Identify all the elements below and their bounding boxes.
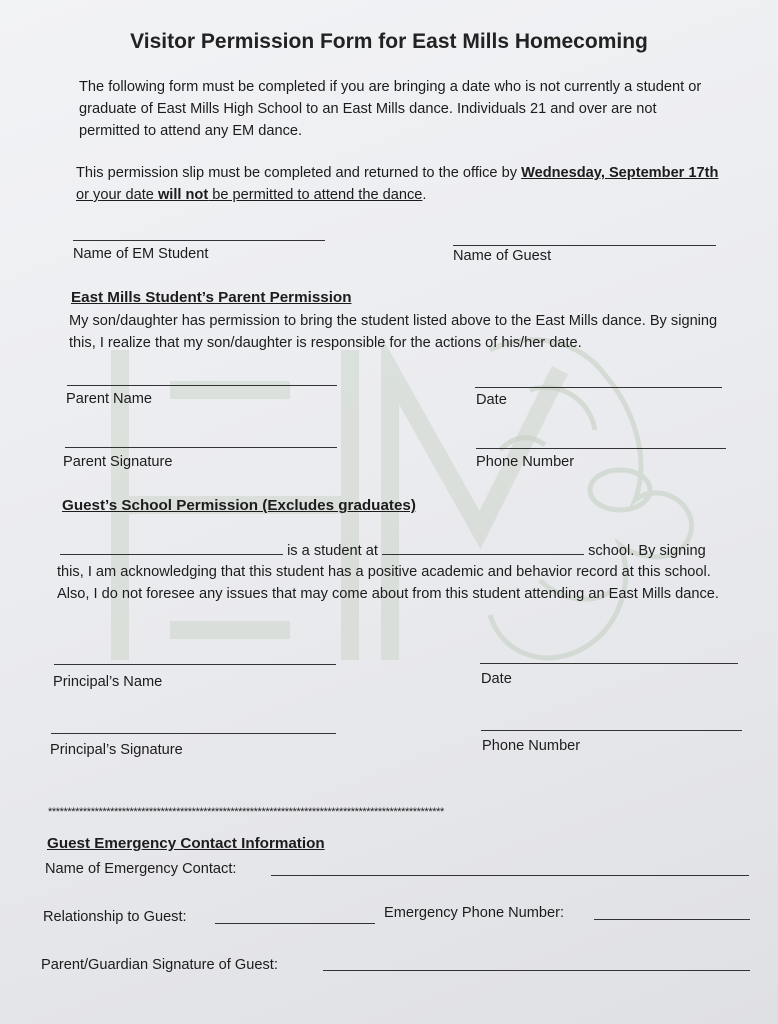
principal-date-line[interactable] <box>480 663 738 664</box>
guardian-signature-label: Parent/Guardian Signature of Guest: <box>41 957 278 973</box>
guest-name-line[interactable] <box>453 245 716 246</box>
deadline-paragraph <box>76 162 726 206</box>
intro-paragraph: The following form must be completed if you are bringing a date who is not currently a student or graduate of East Mills High School to an East Mills dance. Individuals 21 and over are not permitted to attend any EM dance. <box>79 79 702 139</box>
student-name-line[interactable] <box>73 240 325 241</box>
deadline-text-2: or your date <box>76 187 158 203</box>
principal-name-label: Principal’s Name <box>53 674 163 690</box>
principal-date-label: Date <box>481 671 512 687</box>
principal-name-line[interactable] <box>54 664 336 665</box>
deadline-date: Wednesday, September 17th <box>521 165 719 181</box>
guardian-signature-line[interactable] <box>323 970 750 971</box>
parent-name-line[interactable] <box>67 385 337 386</box>
principal-signature-line[interactable] <box>51 733 336 734</box>
school-by-signing-text: school. By signing <box>588 543 706 559</box>
page-title: Visitor Permission Form for East Mills Homecoming <box>130 30 648 53</box>
school-permission-text: this, I am acknowledging that this student has a positive academic and behavior record at this school. Also, I do not foresee any issues that may come about from this student attending an East Mills dance. <box>57 564 719 602</box>
parent-permission-text: My son/daughter has permission to bring the student listed above to the East Mills dance. By signing this, I realize that my son/daughter is responsible for the actions of his/her date. <box>69 313 718 351</box>
student-name-label: Name of EM Student <box>73 246 209 262</box>
parent-section-heading: East Mills Student’s Parent Permission <box>71 289 352 306</box>
principal-phone-label: Phone Number <box>482 738 581 754</box>
guest-school-name-blank[interactable] <box>382 540 584 555</box>
deadline-text-3: be permitted to attend the dance <box>208 187 423 203</box>
parent-phone-line[interactable] <box>476 448 726 449</box>
emergency-contact-name-line[interactable] <box>271 875 749 876</box>
deadline-will-not: will not <box>157 187 209 203</box>
deadline-text-1: This permission slip must be completed and returned to the office by <box>76 165 522 181</box>
emergency-section-heading: Guest Emergency Contact Information <box>47 835 325 852</box>
parent-date-label: Date <box>476 392 507 408</box>
parent-name-label: Parent Name <box>66 391 152 407</box>
relationship-label: Relationship to Guest: <box>43 909 187 925</box>
parent-date-line[interactable] <box>475 387 722 388</box>
emergency-contact-name-label: Name of Emergency Contact: <box>45 861 237 877</box>
parent-phone-label: Phone Number <box>476 454 575 470</box>
emergency-phone-label: Emergency Phone Number: <box>384 905 565 921</box>
is-student-at-text: is a student at <box>287 543 378 559</box>
parent-signature-line[interactable] <box>65 447 337 448</box>
relationship-line[interactable] <box>215 923 375 924</box>
deadline-period: . <box>422 187 427 203</box>
parent-signature-label: Parent Signature <box>63 454 173 470</box>
principal-signature-label: Principal’s Signature <box>50 742 183 758</box>
school-fill-in-line <box>60 540 730 562</box>
guest-name-label: Name of Guest <box>453 248 552 264</box>
guest-student-name-blank[interactable] <box>60 540 283 555</box>
school-section-heading: Guest’s School Permission (Excludes graduates) <box>62 497 416 514</box>
principal-phone-line[interactable] <box>481 730 742 731</box>
emergency-phone-line[interactable] <box>594 919 750 920</box>
asterisk-separator: ****************************************************************************************************** <box>48 806 444 818</box>
